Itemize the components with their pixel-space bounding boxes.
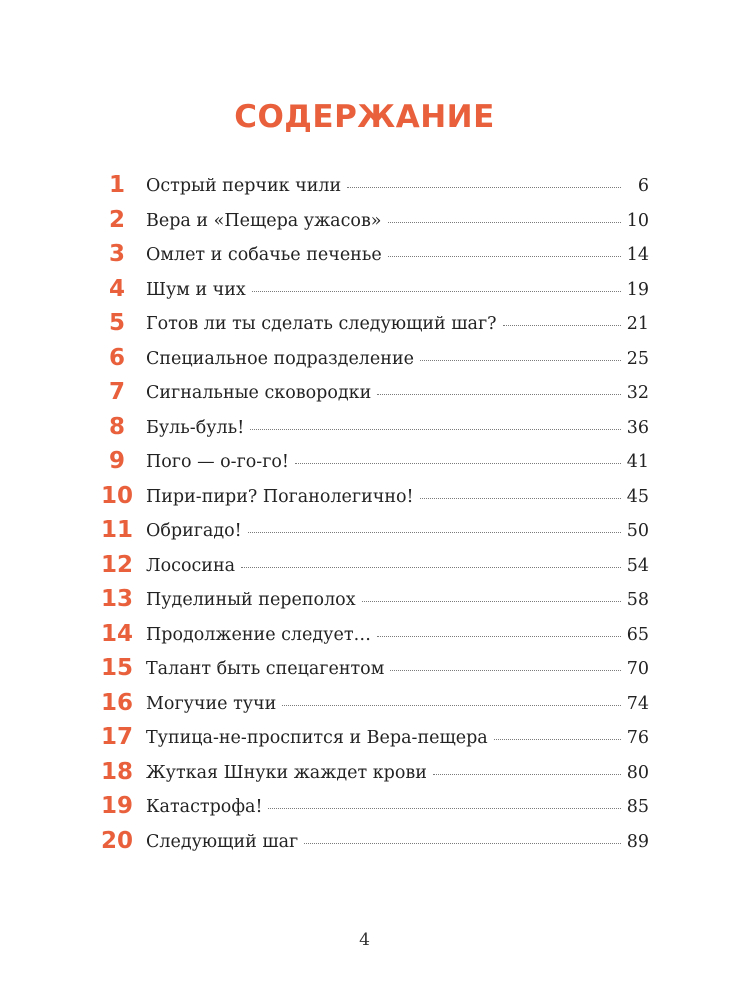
chapter-page-number: 10 [626, 210, 649, 231]
toc-line [146, 280, 649, 300]
toc-entry [0, 239, 729, 274]
dot-leader [268, 808, 620, 809]
toc-line [146, 728, 649, 748]
toc-entry [0, 343, 729, 378]
toc-entry [0, 826, 729, 861]
chapter-number: 19 [100, 793, 133, 819]
chapter-page-number: 41 [626, 452, 649, 472]
chapter-page-number: 32 [626, 383, 649, 403]
toc-line [146, 349, 649, 369]
dot-leader [420, 360, 621, 361]
chapter-page-number: 6 [637, 176, 649, 196]
toc-line [146, 556, 649, 576]
chapter-page-number: 25 [626, 348, 649, 369]
chapter-title: Пого — о-го-го! [146, 452, 289, 472]
chapter-number: 4 [108, 275, 125, 302]
toc-entry [0, 688, 729, 723]
dot-leader [377, 394, 620, 395]
chapter-title: Сигнальные сковородки [146, 383, 372, 403]
toc-entry [0, 757, 729, 792]
chapter-title: Продолжение следует… [146, 624, 372, 645]
chapter-page-number: 19 [626, 279, 649, 300]
chapter-title: Следующий шаг [146, 831, 299, 852]
dot-leader [248, 532, 621, 533]
chapter-number: 6 [108, 344, 125, 371]
toc-entry [0, 653, 729, 688]
toc-entry [0, 550, 729, 585]
chapter-page-number: 58 [626, 590, 649, 610]
chapter-number: 14 [100, 620, 133, 647]
toc-entry [0, 584, 729, 619]
dot-leader [304, 843, 621, 844]
chapter-page-number: 54 [626, 555, 649, 576]
chapter-page-number: 80 [626, 762, 649, 783]
dot-leader [420, 498, 621, 499]
dot-leader [433, 774, 621, 775]
toc-entry [0, 412, 729, 447]
chapter-page-number: 74 [626, 693, 649, 714]
chapter-title: Талант быть спецагентом [146, 659, 385, 679]
chapter-number: 9 [108, 448, 125, 474]
chapter-title: Готов ли ты сделать следующий шаг? [146, 314, 497, 334]
toc-entry [0, 205, 729, 240]
chapter-number: 13 [100, 586, 133, 612]
chapter-page-number: 14 [626, 245, 649, 265]
dot-leader [494, 739, 621, 740]
chapter-title: Омлет и собачье печенье [146, 245, 382, 265]
toc-line [146, 521, 649, 541]
chapter-title: Могучие тучи [146, 693, 277, 714]
chapter-title: Шум и чих [146, 279, 246, 300]
dot-leader [388, 222, 621, 223]
dot-leader [241, 567, 621, 568]
dot-leader [390, 670, 620, 671]
toc-line [146, 176, 649, 196]
toc-line [146, 383, 649, 403]
chapter-title: Тупица-не-проспится и Вера-пещера [146, 728, 488, 748]
toc-line [146, 763, 649, 783]
toc-entry [0, 446, 729, 481]
toc-entry [0, 274, 729, 309]
chapter-title: Катастрофа! [146, 797, 263, 817]
toc-entry [0, 308, 729, 343]
toc-line [146, 832, 649, 852]
chapter-number: 3 [108, 241, 125, 267]
chapter-page-number: 45 [626, 486, 649, 507]
chapter-number: 7 [108, 379, 125, 405]
dot-leader [362, 601, 621, 602]
chapter-number: 2 [108, 206, 125, 233]
dot-leader [377, 636, 621, 637]
chapter-page-number: 89 [626, 831, 649, 852]
toc-line [146, 487, 649, 507]
chapter-number: 17 [100, 724, 133, 750]
dot-leader [347, 187, 621, 188]
toc-line [146, 245, 649, 265]
chapter-title: Пуделиный переполох [146, 590, 356, 610]
chapter-page-number: 36 [626, 417, 649, 438]
chapter-title: Лососина [146, 555, 236, 576]
chapter-page-number: 70 [626, 659, 649, 679]
chapter-title: Буль-буль! [146, 417, 245, 438]
chapter-number: 18 [100, 758, 133, 785]
chapter-title: Жуткая Шнуки жаждет крови [146, 762, 427, 783]
chapter-number: 20 [100, 827, 133, 854]
chapter-number: 5 [108, 310, 125, 336]
chapter-number: 12 [100, 551, 133, 578]
chapter-number: 16 [100, 689, 133, 716]
toc-line [146, 625, 649, 645]
chapter-number: 8 [108, 413, 125, 440]
toc-line [146, 211, 649, 231]
toc-entry [0, 515, 729, 550]
toc-line [146, 694, 649, 714]
chapter-page-number: 50 [626, 521, 649, 541]
toc-entry [0, 791, 729, 826]
dot-leader [295, 463, 621, 464]
toc-entry [0, 377, 729, 412]
page-number: 4 [359, 930, 370, 950]
toc-line [146, 797, 649, 817]
chapter-page-number: 21 [626, 314, 649, 334]
chapter-number: 11 [100, 517, 133, 543]
dot-leader [282, 705, 620, 706]
toc-line [146, 590, 649, 610]
toc-entry [0, 170, 729, 205]
chapter-number: 15 [100, 655, 133, 681]
table-of-contents [0, 170, 729, 860]
toc-line [146, 314, 649, 334]
toc-entry [0, 619, 729, 654]
toc-entry [0, 722, 729, 757]
chapter-title: Пири-пири? Поганолегично! [146, 486, 414, 507]
dot-leader [250, 429, 620, 430]
chapter-title: Обригадо! [146, 521, 242, 541]
dot-leader [388, 256, 621, 257]
toc-line [146, 659, 649, 679]
chapter-title: Специальное подразделение [146, 348, 414, 369]
dot-leader [252, 291, 621, 292]
toc-line [146, 418, 649, 438]
dot-leader [503, 325, 621, 326]
chapter-page-number: 85 [626, 797, 649, 817]
chapter-number: 10 [100, 482, 133, 509]
chapter-page-number: 76 [626, 728, 649, 748]
page-title: СОДЕРЖАНИЕ [234, 98, 495, 135]
chapter-title: Острый перчик чили [146, 176, 342, 196]
chapter-number: 1 [108, 172, 125, 198]
toc-line [146, 452, 649, 472]
chapter-title: Вера и «Пещера ужасов» [146, 210, 382, 231]
chapter-page-number: 65 [626, 624, 649, 645]
toc-entry [0, 481, 729, 516]
